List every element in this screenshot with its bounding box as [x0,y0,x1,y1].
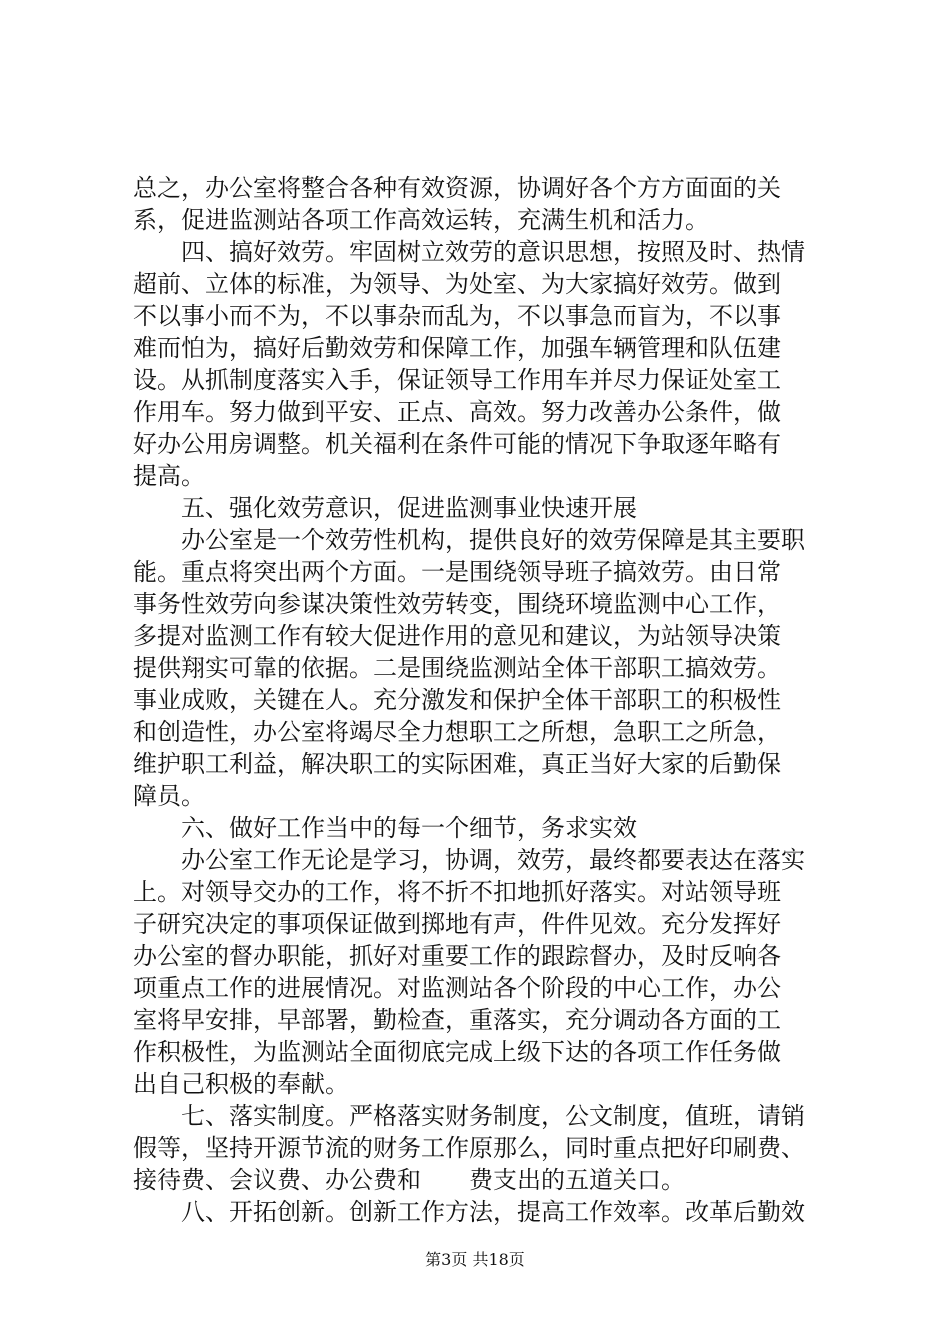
text-line: 不以事小而不为，不以事杂而乱为，不以事急而盲为，不以事 [133,302,781,330]
text-line: 八、开拓创新。创新工作方法，提高工作效率。改革后勤效 [133,1198,805,1226]
page-footer: 第3页 共18页 [425,1250,525,1269]
text-line: 接待费、会议费、办公费和 费支出的五道关口。 [133,1166,685,1194]
text-line: 办公室工作无论是学习，协调，效劳，最终都要表达在落实 [133,846,805,874]
text-line: 好办公用房调整。机关福利在条件可能的情况下争取逐年略有 [133,430,781,458]
text-line: 事业成败，关键在人。充分激发和保护全体干部职工的积极性 [133,686,781,714]
text-line: 上。对领导交办的工作，将不折不扣地抓好落实。对站领导班 [133,878,781,906]
text-line: 设。从抓制度落实入手，保证领导工作用车并尽力保证处室工 [133,366,781,394]
text-line: 障员。 [133,782,205,810]
text-line: 办公室的督办职能，抓好对重要工作的跟踪督办，及时反响各 [133,942,781,970]
text-line: 办公室是一个效劳性机构，提供良好的效劳保障是其主要职 [133,526,805,554]
text-line: 子研究决定的事项保证做到掷地有声，件件见效。充分发挥好 [133,910,781,938]
text-line: 提高。 [133,462,205,490]
text-line: 事务性效劳向参谋决策性效劳转变，围绕环境监测中心工作， [133,590,781,618]
text-line: 系，促进监测站各项工作高效运转，充满生机和活力。 [133,206,709,234]
text-line: 六、做好工作当中的每一个细节，务求实效 [133,814,637,842]
text-line: 多提对监测工作有较大促进作用的意见和建议，为站领导决策 [133,622,781,650]
text-line: 五、强化效劳意识，促进监测事业快速开展 [133,494,637,522]
text-line: 超前、立体的标准，为领导、为处室、为大家搞好效劳。做到 [133,270,781,298]
text-line: 七、落实制度。严格落实财务制度，公文制度，值班，请销 [133,1102,805,1130]
text-line: 室将早安排，早部署，勤检查，重落实，充分调动各方面的工 [133,1006,781,1034]
text-line: 作用车。努力做到平安、正点、高效。努力改善办公条件，做 [133,398,781,426]
text-line: 和创造性，办公室将竭尽全力想职工之所想，急职工之所急， [133,718,781,746]
text-line: 项重点工作的进展情况。对监测站各个阶段的中心工作，办公 [133,974,781,1002]
text-line: 假等，坚持开源节流的财务工作原那么，同时重点把好印刷费、 [133,1134,805,1162]
text-line: 作积极性，为监测站全面彻底完成上级下达的各项工作任务做 [133,1038,781,1066]
text-line: 四、搞好效劳。牢固树立效劳的意识思想，按照及时、热情 [133,238,805,266]
document-body [133,172,833,1228]
text-line: 难而怕为，搞好后勤效劳和保障工作，加强车辆管理和队伍建 [133,334,781,362]
text-line: 维护职工利益，解决职工的实际困难，真正当好大家的后勤保 [133,750,781,778]
text-line: 出自己积极的奉献。 [133,1070,349,1098]
text-line: 能。重点将突出两个方面。一是围绕领导班子搞效劳。由日常 [133,558,781,586]
text-line: 总之，办公室将整合各种有效资源，协调好各个方方面面的关 [133,174,781,202]
text-line: 提供翔实可靠的依据。二是围绕监测站全体干部职工搞效劳。 [133,654,781,682]
